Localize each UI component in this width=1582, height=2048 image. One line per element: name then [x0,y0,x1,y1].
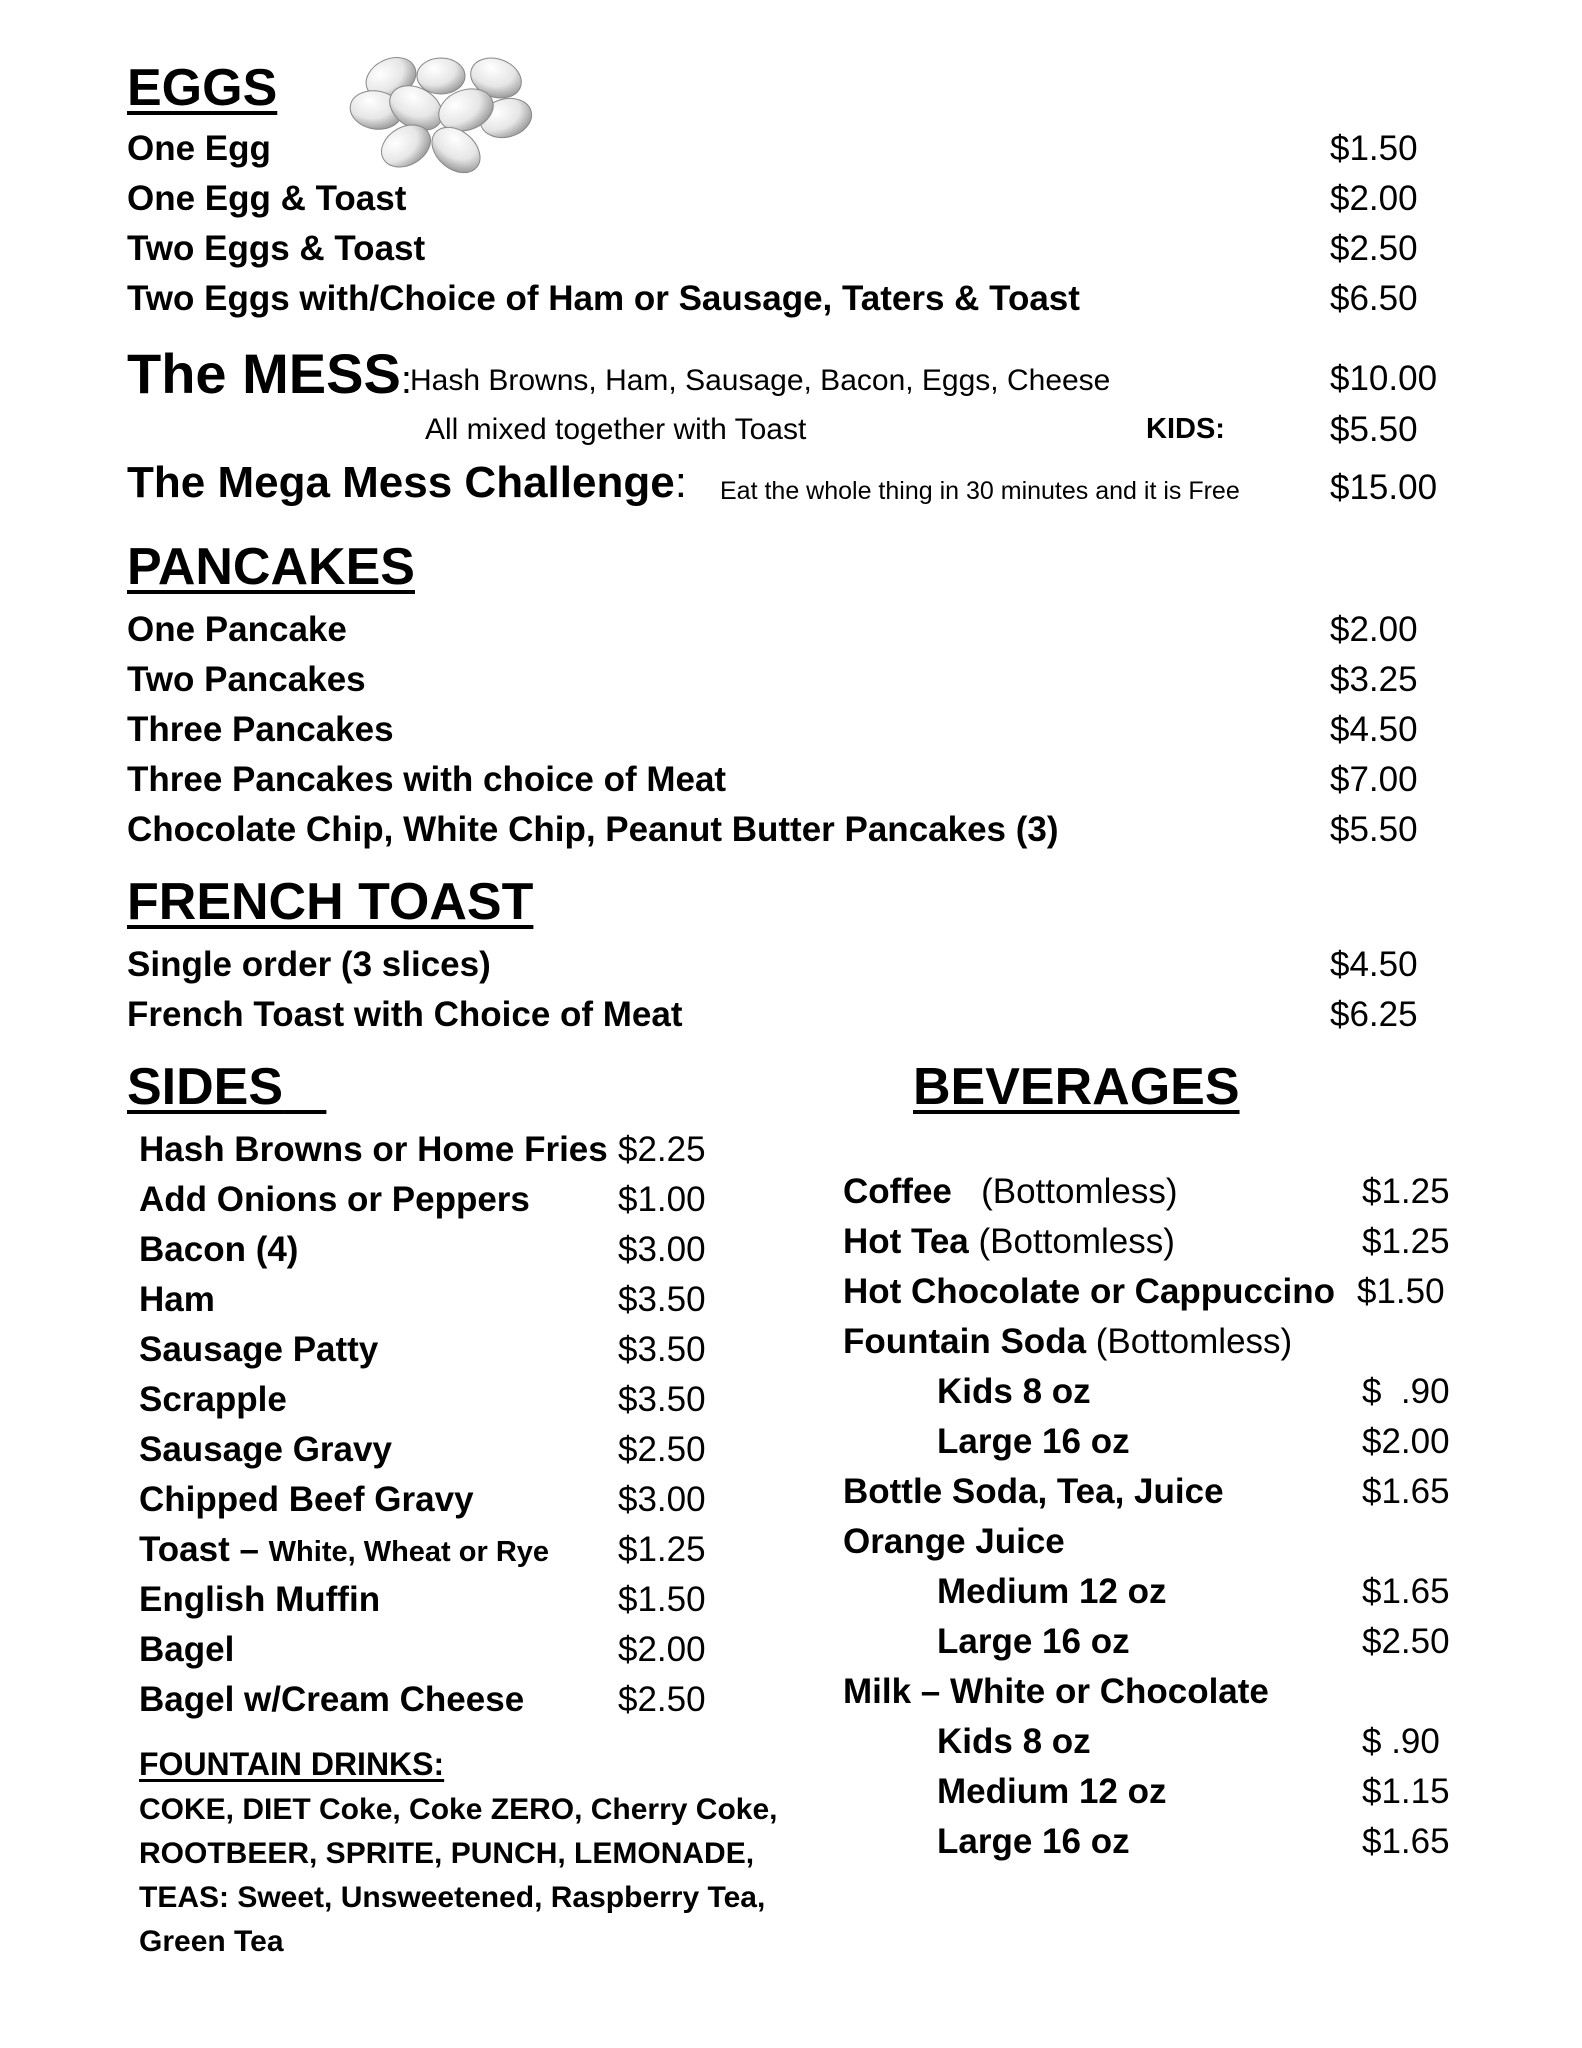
sides-price: $3.50 [618,1330,706,1369]
french-toast-item: French Toast with Choice of Meat [127,995,683,1034]
mess-title: The MESS [127,342,401,405]
eggs-price: $1.50 [1330,129,1418,168]
mega-row [127,458,687,507]
beverage-note: (Bottomless) [968,1222,1175,1261]
beverage-item: Large 16 oz [937,1822,1130,1861]
sides-price: $3.00 [618,1230,706,1269]
pancakes-price: $4.50 [1330,710,1418,749]
beverage-item: Medium 12 oz [937,1572,1167,1611]
beverage-item: Large 16 oz [937,1422,1130,1461]
beverage-item: Medium 12 oz [937,1772,1167,1811]
eggs-pile-icon [346,48,536,178]
pancakes-item: Three Pancakes with choice of Meat [127,760,727,799]
sides-price: $2.25 [618,1130,706,1169]
eggs-item: Two Eggs with/Choice of Ham or Sausage, Taters & Toast [127,279,1080,318]
eggs-price: $2.50 [1330,229,1418,268]
sides-item: Bagel w/Cream Cheese [139,1680,525,1719]
beverage-item: Bottle Soda, Tea, Juice [843,1472,1224,1511]
eggs-item: Two Eggs & Toast [127,229,426,268]
sides-heading-text: SIDES [127,1058,284,1116]
pancakes-item: Three Pancakes [127,710,394,749]
sides-item: Bagel [139,1630,235,1669]
sides-price: $2.50 [618,1430,706,1469]
sides-item: Hash Browns or Home Fries [139,1130,608,1169]
beverage-item: Kids 8 oz [937,1372,1091,1411]
sides-price: $1.00 [618,1180,706,1219]
sides-item: Scrapple [139,1380,287,1419]
sides-item: Sausage Gravy [139,1430,392,1469]
eggs-price: $6.50 [1330,279,1418,318]
mess-kids-price: $5.50 [1330,410,1418,449]
beverage-price: $1.25 [1362,1222,1450,1261]
sides-price: $3.50 [618,1380,706,1419]
beverage-item [843,1324,1292,1359]
beverage-item: Milk – White or Chocolate [843,1672,1269,1711]
mess-price: $10.00 [1330,359,1438,398]
mess-row [127,342,412,405]
sides-item-toast [139,1532,549,1567]
beverage-price: $2.00 [1362,1422,1450,1461]
beverages-heading: BEVERAGES [913,1058,1240,1116]
eggs-price: $2.00 [1330,179,1418,218]
pancakes-price: $2.00 [1330,610,1418,649]
sides-heading [127,1058,326,1116]
sides-price: $3.00 [618,1480,706,1519]
mega-description: Eat the whole thing in 30 minutes and it is Free [720,477,1240,505]
beverage-price: $1.65 [1362,1472,1450,1511]
beverage-item: Orange Juice [843,1522,1065,1561]
beverage-price: $2.50 [1362,1622,1450,1661]
sides-item: Add Onions or Peppers [139,1180,530,1219]
beverage-price: $1.65 [1362,1822,1450,1861]
mess-description-2: All mixed together with Toast [425,413,807,446]
mess-colon: : [400,358,412,402]
sides-price: $2.50 [618,1680,706,1719]
beverage-price: $ .90 [1362,1372,1450,1411]
pancakes-heading: PANCAKES [127,538,415,596]
mega-colon: : [674,458,687,507]
french-toast-price: $4.50 [1330,945,1418,984]
pancakes-item: Two Pancakes [127,660,366,699]
mess-kids-label: KIDS: [1146,413,1225,445]
sides-item: Chipped Beef Gravy [139,1480,474,1519]
sides-item: Bacon (4) [139,1230,299,1269]
beverage-item: Kids 8 oz [937,1722,1091,1761]
sides-price: $1.25 [618,1530,706,1569]
beverage-item [843,1224,1175,1259]
mega-price: $15.00 [1330,468,1438,507]
beverage-item [843,1174,1178,1209]
sides-price: $3.50 [618,1280,706,1319]
fountain-drinks-heading: FOUNTAIN DRINKS: [139,1746,445,1782]
beverage-note: (Bottomless) [1086,1322,1293,1361]
beverage-price: $ .90 [1362,1722,1440,1761]
mega-title: The Mega Mess Challenge [127,458,675,507]
french-toast-heading: FRENCH TOAST [127,873,534,931]
french-toast-item: Single order (3 slices) [127,945,491,984]
beverage-name: Coffee [843,1172,952,1211]
beverage-item: Large 16 oz [937,1622,1130,1661]
beverage-price: $1.25 [1362,1172,1450,1211]
pancakes-price: $3.25 [1330,660,1418,699]
beverage-item: Hot Chocolate or Cappuccino [843,1272,1335,1311]
beverage-price: $1.65 [1362,1572,1450,1611]
sides-item: Ham [139,1280,215,1319]
eggs-heading: EGGS [127,59,278,117]
pancakes-price: $7.00 [1330,760,1418,799]
beverage-name: Hot Tea [843,1222,969,1261]
beverage-price: $1.50 [1357,1272,1445,1311]
sides-price: $1.50 [618,1580,706,1619]
eggs-item: One Egg & Toast [127,179,407,218]
eggs-item: One Egg [127,129,271,168]
beverage-name: Fountain Soda [843,1322,1087,1361]
french-toast-price: $6.25 [1330,995,1418,1034]
pancakes-item: One Pancake [127,610,347,649]
beverage-note: (Bottomless) [951,1172,1178,1211]
pancakes-item: Chocolate Chip, White Chip, Peanut Butter Pancakes (3) [127,810,1059,849]
fountain-drinks-list: COKE, DIET Coke, Coke ZERO, Cherry Coke, ROOTBEER, SPRITE, PUNCH, LEMONADE, TEAS: Sweet, Unsweetened, Raspberry Tea, Green Tea [139,1793,778,1958]
sides-price: $2.00 [618,1630,706,1669]
sides-item: Sausage Patty [139,1330,379,1369]
pancakes-price: $5.50 [1330,810,1418,849]
sides-item-note: White, Wheat or Rye [268,1536,550,1568]
mess-description: Hash Browns, Ham, Sausage, Bacon, Eggs, Cheese [410,364,1111,397]
sides-item-name: Toast – [139,1530,269,1569]
sides-item: English Muffin [139,1580,381,1619]
beverage-price: $1.15 [1362,1772,1450,1811]
